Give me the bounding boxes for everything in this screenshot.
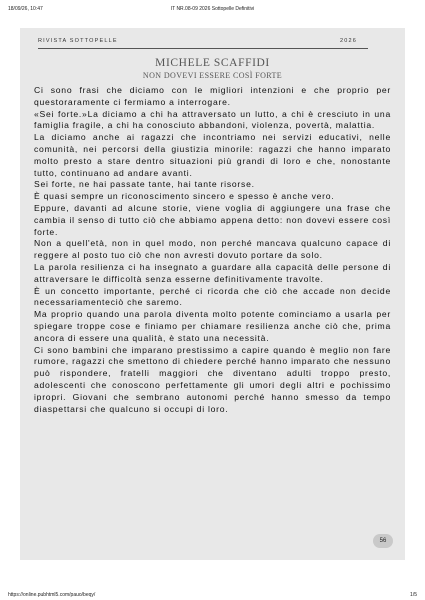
article-paragraph: Ci sono frasi che diciamo con le migliori intenzioni e che proprio per questoraramente ci fermiamo a interrogare. [34,85,391,107]
article-paragraph: La parola resilienza ci ha insegnato a guardare alla capacità delle persone di attraversare le difficoltà senza esserne definitivamente travolte. [34,261,391,284]
article-paragraph: Eppure, davanti ad alcune storie, viene voglia di aggiungere una frase che cambia il senso di tutto ciò che abbiamo appena detto: non dovevi essere così forte. [34,202,391,237]
article-paragraph: È un concetto importante, perché ci ricorda che ciò che accade non decide necessariamenteciò che saremo. [34,285,391,308]
print-page-title: IT NR.08-09 2026 Sottopelle Definitivi [170,6,255,12]
magazine-year: 2026 [339,38,357,44]
article-paragraph: La diciamo anche ai ragazzi che incontriamo nei servizi educativi, nelle comunità, nei percorsi della giustizia minorile: ragazzi che hanno imparato molto presto a stare dentro situazioni più grandi di loro e che, nonostante tutto, continuano ad andare avanti. [34,132,391,178]
article-paragraph: «Sei forte.»La diciamo a chi ha attraversato un lutto, a chi è cresciuto in una famiglia fragile, a chi ha conosciuto abbandoni, violenza, povertà, malattia. [34,108,391,131]
page-number-badge: 56 [373,534,393,548]
magazine-page [20,28,405,560]
article-paragraph: Ci sono bambini che imparano prestissimo a capire quando è meglio non fare rumore, ragazzi che smettono di chiedere perché hanno imparato che nessuno può rispondere, fratelli maggiori che diventano adulti troppo presto, adolescenti che conoscono perfettamente gli umori degli altri e pochissimo ipropri. Giovani che sembrano autonomi perché hanno smesso da tempo diaspettarsi che qualcuno si occupi di loro. [34,344,391,414]
article-author: MICHELE SCAFFIDI [155,57,270,69]
article-paragraph: È quasi sempre un riconoscimento sincero e spesso è anche vero. [34,191,335,202]
print-url: https://online.pubhtml5.com/pauo/beqy/ [8,592,96,598]
article-title: NON DOVEVI ESSERE COSÌ FORTE [142,71,283,80]
print-datetime: 18/09/26, 10:47 [8,6,43,12]
article-paragraph: Non a quell'età, non in quel modo, non perché mancava qualcuno capace di reggere al posto tuo ciò che non avresti dovuto portare da solo. [34,238,391,261]
header-divider [38,48,368,49]
magazine-name: RIVISTA SOTTOPELLE [38,38,118,44]
article-paragraph: Ma proprio quando una parola diventa molto potente cominciamo a usarla per spiegare troppe cose e finiamo per chiamare resilienza anche ciò che, prima ancora di essere una qualità, è stato una necessità. [34,309,391,343]
print-page-count: 1/5 [410,592,417,598]
article-paragraph: Sei forte, ne hai passate tante, hai tante risorse. [34,179,255,190]
article-body [34,85,391,415]
